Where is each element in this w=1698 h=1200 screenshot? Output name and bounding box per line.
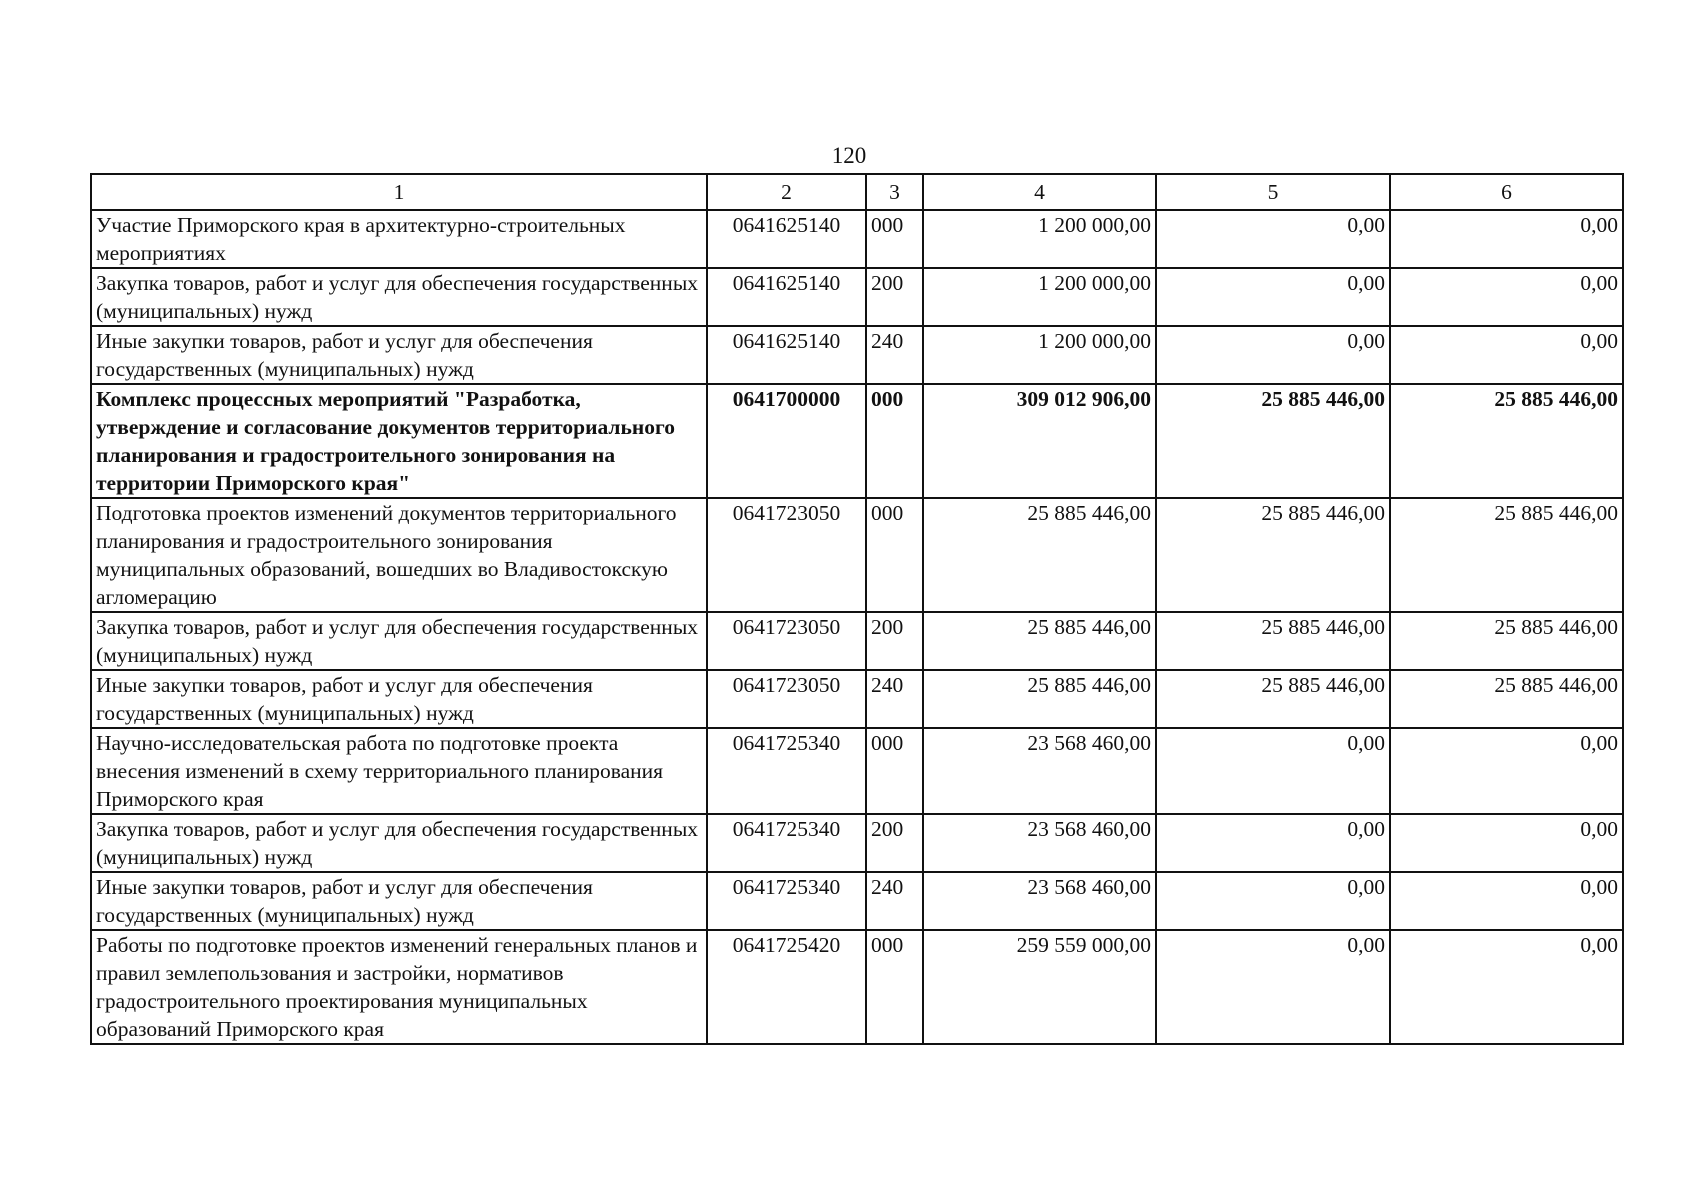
column-header-5: 5 [1156, 174, 1390, 210]
row-value-4: 1 200 000,00 [923, 326, 1156, 384]
row-value-5: 25 885 446,00 [1156, 384, 1390, 498]
row-kind: 000 [866, 728, 923, 814]
table-row [91, 268, 1623, 326]
table-row [91, 872, 1623, 930]
budget-table [90, 173, 1624, 1045]
row-value-4: 23 568 460,00 [923, 872, 1156, 930]
row-value-6: 0,00 [1390, 872, 1623, 930]
row-code: 0641625140 [707, 326, 866, 384]
row-name: Закупка товаров, работ и услуг для обеспечения государственных (муниципальных) нужд [91, 268, 707, 326]
row-name: Работы по подготовке проектов изменений генеральных планов и правил землепользования и застройки, нормативов градостроительного проектирования муниципальных образований Приморского края [91, 930, 707, 1044]
row-value-4: 259 559 000,00 [923, 930, 1156, 1044]
row-value-5: 0,00 [1156, 326, 1390, 384]
row-code: 0641625140 [707, 210, 866, 268]
page-number: 120 [831, 143, 867, 168]
row-name: Иные закупки товаров, работ и услуг для обеспечения государственных (муниципальных) нужд [91, 326, 707, 384]
row-name: Иные закупки товаров, работ и услуг для обеспечения государственных (муниципальных) нужд [91, 670, 707, 728]
row-value-5: 25 885 446,00 [1156, 498, 1390, 612]
row-value-6: 0,00 [1390, 728, 1623, 814]
row-value-5: 25 885 446,00 [1156, 612, 1390, 670]
column-header-4: 4 [923, 174, 1156, 210]
row-name: Научно-исследовательская работа по подготовке проекта внесения изменений в схему территориального планирования Приморского края [91, 728, 707, 814]
row-value-4: 1 200 000,00 [923, 210, 1156, 268]
row-code: 0641723050 [707, 498, 866, 612]
row-kind: 240 [866, 326, 923, 384]
table-row [91, 326, 1623, 384]
row-name: Закупка товаров, работ и услуг для обеспечения государственных (муниципальных) нужд [91, 612, 707, 670]
row-value-6: 25 885 446,00 [1390, 498, 1623, 612]
row-kind: 000 [866, 210, 923, 268]
row-code: 0641723050 [707, 612, 866, 670]
row-value-6: 0,00 [1390, 268, 1623, 326]
row-code: 0641725340 [707, 872, 866, 930]
row-code: 0641725340 [707, 728, 866, 814]
row-value-4: 23 568 460,00 [923, 728, 1156, 814]
row-code: 0641700000 [707, 384, 866, 498]
row-kind: 200 [866, 612, 923, 670]
row-value-4: 23 568 460,00 [923, 814, 1156, 872]
row-name: Иные закупки товаров, работ и услуг для обеспечения государственных (муниципальных) нужд [91, 872, 707, 930]
row-value-5: 0,00 [1156, 728, 1390, 814]
column-header-3: 3 [866, 174, 923, 210]
column-header-1: 1 [91, 174, 707, 210]
row-value-6: 0,00 [1390, 326, 1623, 384]
row-code: 0641725420 [707, 930, 866, 1044]
row-value-6: 0,00 [1390, 814, 1623, 872]
table-row [91, 384, 1623, 498]
row-value-4: 1 200 000,00 [923, 268, 1156, 326]
row-code: 0641725340 [707, 814, 866, 872]
row-kind: 200 [866, 268, 923, 326]
row-value-5: 0,00 [1156, 210, 1390, 268]
row-value-5: 0,00 [1156, 814, 1390, 872]
row-kind: 240 [866, 872, 923, 930]
row-value-6: 0,00 [1390, 930, 1623, 1044]
row-value-6: 0,00 [1390, 210, 1623, 268]
row-kind: 000 [866, 930, 923, 1044]
row-value-5: 0,00 [1156, 268, 1390, 326]
row-name: Комплекс процессных мероприятий "Разработка, утверждение и согласование документов территориального планирования и градостроительного зонирования на территории Приморского края" [91, 384, 707, 498]
row-code: 0641625140 [707, 268, 866, 326]
row-value-6: 25 885 446,00 [1390, 670, 1623, 728]
table-row [91, 498, 1623, 612]
header-row [91, 174, 1623, 210]
row-kind: 000 [866, 498, 923, 612]
row-kind: 240 [866, 670, 923, 728]
row-name: Участие Приморского края в архитектурно-строительных мероприятиях [91, 210, 707, 268]
row-value-6: 25 885 446,00 [1390, 384, 1623, 498]
row-value-5: 25 885 446,00 [1156, 670, 1390, 728]
table-row [91, 210, 1623, 268]
table-row [91, 930, 1623, 1044]
row-value-6: 25 885 446,00 [1390, 612, 1623, 670]
row-name: Закупка товаров, работ и услуг для обеспечения государственных (муниципальных) нужд [91, 814, 707, 872]
row-value-5: 0,00 [1156, 872, 1390, 930]
table-row [91, 728, 1623, 814]
row-value-5: 0,00 [1156, 930, 1390, 1044]
table-row [91, 612, 1623, 670]
row-kind: 000 [866, 384, 923, 498]
table-row [91, 814, 1623, 872]
column-header-6: 6 [1390, 174, 1623, 210]
table-body [91, 210, 1623, 1044]
row-value-4: 25 885 446,00 [923, 498, 1156, 612]
row-kind: 200 [866, 814, 923, 872]
table-row [91, 670, 1623, 728]
column-header-2: 2 [707, 174, 866, 210]
row-value-4: 25 885 446,00 [923, 612, 1156, 670]
row-name: Подготовка проектов изменений документов территориального планирования и градостроительного зонирования муниципальных образований, вошедших во Владивостокскую агломерацию [91, 498, 707, 612]
row-value-4: 25 885 446,00 [923, 670, 1156, 728]
row-code: 0641723050 [707, 670, 866, 728]
row-value-4: 309 012 906,00 [923, 384, 1156, 498]
